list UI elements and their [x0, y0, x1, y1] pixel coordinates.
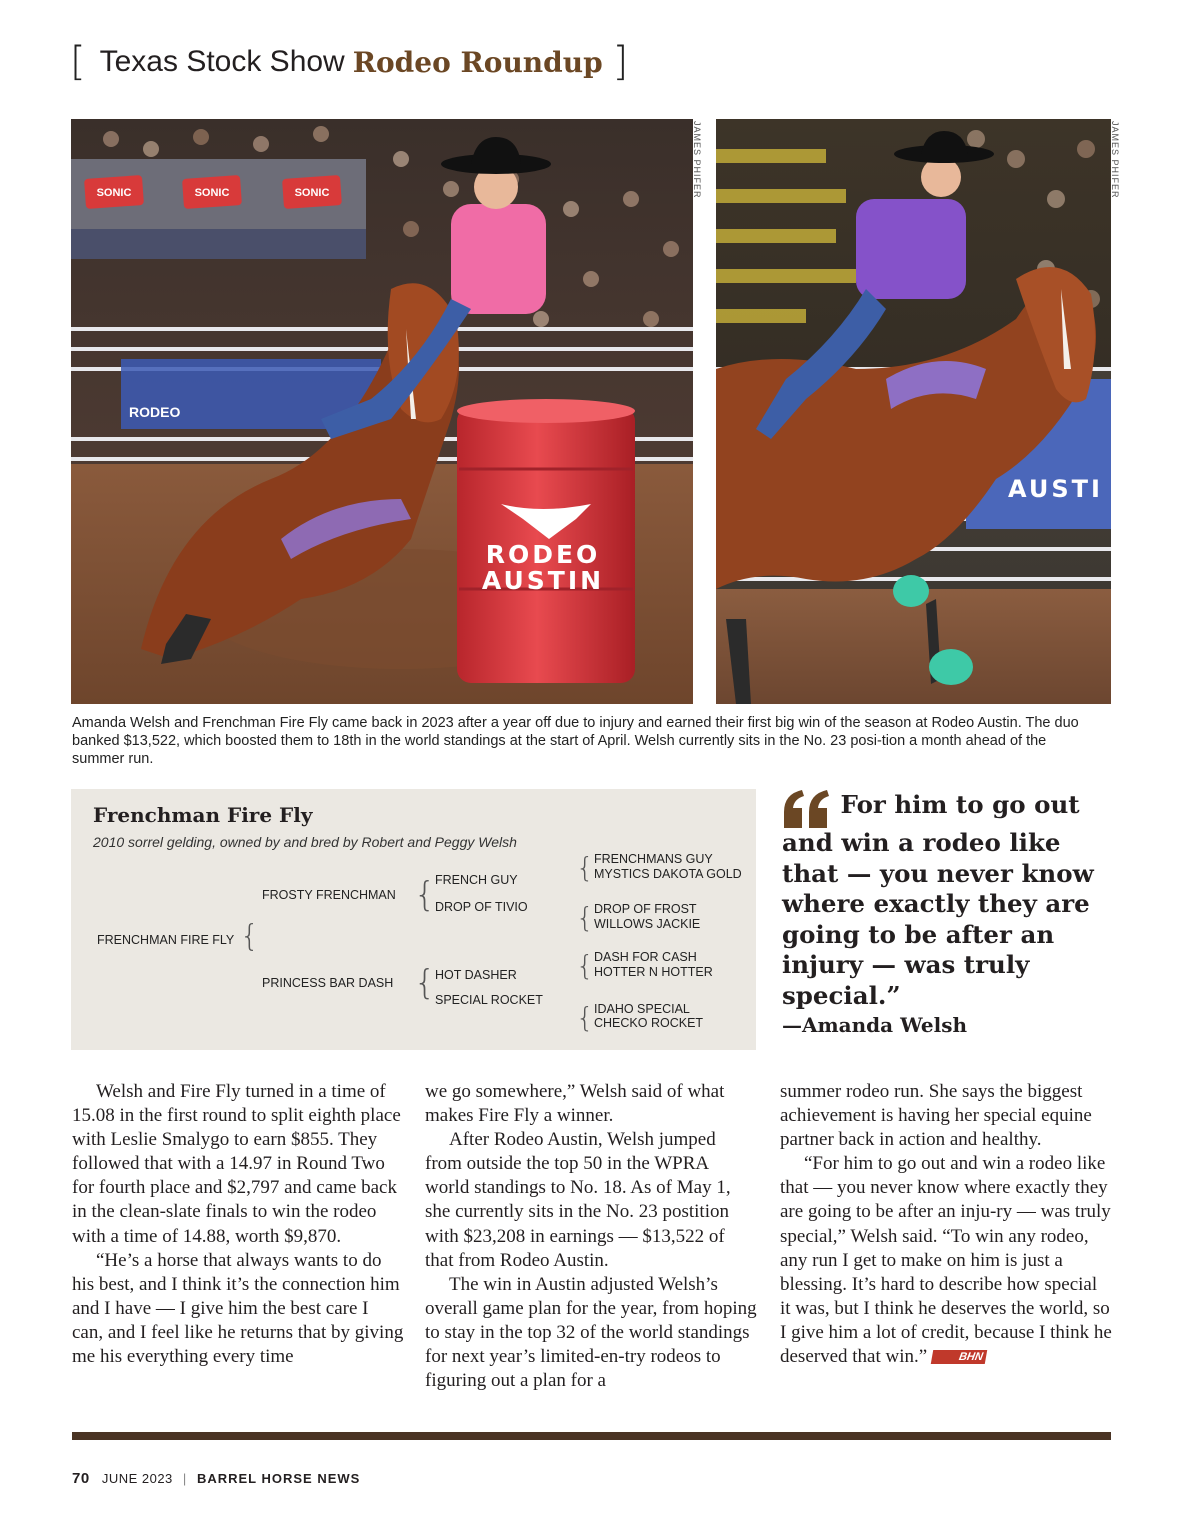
body-paragraph: “He’s a horse that always wants to do his best, and I think it’s the connection him and I have — I give him the best care I can, and I feel like he returns that by giving me his everything every time: [72, 1249, 404, 1368]
pedigree-g1: FRENCHMANS GUY: [594, 852, 713, 866]
body-paragraph: [780, 1152, 1112, 1369]
banner-rodeo-left: RODEO: [129, 404, 181, 420]
photo-left: [71, 119, 693, 704]
header-title-plain: Texas Stock Show: [99, 45, 345, 78]
pedigree-brace-g3: {: [576, 949, 594, 982]
sonic-sign-3: SONIC: [294, 187, 330, 199]
pedigree-brace-g1: {: [576, 851, 594, 884]
body-paragraph: summer rodeo run. She says the biggest achievement is having her special equine partner back in action and healthy.: [780, 1081, 1092, 1151]
pedigree-g2: MYSTICS DAKOTA GOLD: [594, 867, 742, 881]
banner-austin-right: AUSTI: [1008, 475, 1103, 503]
body-paragraph: The win in Austin adjusted Welsh’s overall game plan for the year, from hoping to stay in the top 32 of the world standings for next year’s limited-en-try rodeos to figuring out a plan for a: [425, 1273, 757, 1392]
pedigree-dam: PRINCESS BAR DASH: [262, 976, 394, 990]
pedigree-g7: IDAHO SPECIAL: [594, 1002, 690, 1016]
pull-quote-text: For him to go out and win a rodeo like that — you never know where exactly they are going to be after an injury — was truly special.”: [782, 790, 1094, 1010]
pedigree-brace-sire: {: [414, 875, 436, 915]
barrel-text-rodeo: RODEO: [485, 540, 601, 569]
page-footer: [72, 1470, 360, 1487]
issue-date: JUNE 2023: [101, 1471, 173, 1486]
pedigree-g6: HOTTER N HOTTER: [594, 965, 713, 979]
pedigree-box: [71, 789, 756, 1050]
pedigree-dam-dam: SPECIAL ROCKET: [435, 993, 543, 1007]
pedigree-brace-horse: {: [240, 919, 260, 954]
pull-quote-attribution: —Amanda Welsh: [782, 1013, 968, 1037]
pedigree-horse: FRENCHMAN FIRE FLY: [97, 933, 235, 947]
body-column-2: [425, 1080, 757, 1393]
pedigree-title: Frenchman Fire Fly: [93, 803, 313, 827]
bhn-end-mark: BHN: [931, 1350, 987, 1364]
pedigree-g8: CHECKO ROCKET: [594, 1016, 704, 1030]
section-header: [70, 40, 628, 84]
body-text: “For him to go out and win a rodeo like that — you never know where exactly they are going to be after an inju-ry — was truly special,” Welsh said. “To win any rodeo, any run I get to make on him is just a blessing. It’s hard to describe how special it was, but I think he deserves the world, so I give him a lot of credit, because I think he deserved that win.”: [780, 1153, 1112, 1368]
photo-credit-left: JAMES PHIFER: [692, 121, 702, 199]
pedigree-g4: WILLOWS JACKIE: [594, 917, 701, 931]
pedigree-dam-sire: HOT DASHER: [435, 968, 517, 982]
photo-right: [716, 119, 1111, 704]
body-paragraph: we go somewhere,” Welsh said of what makes Fire Fly a winner.: [425, 1081, 725, 1127]
body-column-1: [72, 1080, 404, 1369]
left-bracket: [: [70, 39, 86, 85]
footer-separator: |: [182, 1471, 187, 1486]
pedigree-subtitle: 2010 sorrel gelding, owned by and bred by Robert and Peggy Welsh: [93, 834, 517, 850]
pull-quote: [782, 790, 1112, 1011]
body-column-3: [780, 1080, 1112, 1369]
body-paragraph: Welsh and Fire Fly turned in a time of 15.08 in the first round to split eighth place with Leslie Smalygo to earn $855. They followed that with a 14.97 in Round Two for fourth place and $2,797 and came back in the clean-slate finals to win the rodeo with a time of 14.88, worth $9,870.: [72, 1081, 401, 1247]
barrel-text-austin: AUSTIN: [481, 566, 605, 595]
body-paragraph: After Rodeo Austin, Welsh jumped from outside the top 50 in the WPRA world standings to No. 18. As of May 1, she currently sits in the No. 23 postition with $23,208 in earnings — $13,522 of that from Rodeo Austin.: [425, 1129, 731, 1271]
pedigree-sire: FROSTY FRENCHMAN: [262, 888, 396, 902]
photo-caption: Amanda Welsh and Frenchman Fire Fly came back in 2023 after a year off due to injury and earned their first big win of the season at Rodeo Austin. The duo banked $13,522, which boosted them to 18th in the world standings at the start of April. Welsh currently sits in the No. 23 posi-tion a month ahead of the summer run.: [72, 715, 1079, 767]
quote-mark-icon: [782, 790, 832, 828]
pedigree-brace-g2: {: [576, 901, 594, 934]
pedigree-sire-dam: DROP OF TIVIO: [435, 900, 528, 914]
photo-credit-right: JAMES PHIFER: [1110, 121, 1120, 199]
publication-name: BARREL HORSE NEWS: [196, 1471, 361, 1486]
page-number: 70: [72, 1470, 90, 1487]
pedigree-brace-g4: {: [576, 1001, 594, 1034]
right-bracket: ]: [612, 39, 629, 85]
header-title-bold: Rodeo Roundup: [352, 45, 603, 79]
footer-rule: [72, 1432, 1111, 1440]
pedigree-g3: DROP OF FROST: [594, 902, 697, 916]
pedigree-g5: DASH FOR CASH: [594, 950, 697, 964]
sonic-sign-1: SONIC: [96, 187, 132, 199]
sonic-sign-2: SONIC: [194, 187, 230, 199]
pedigree-brace-dam: {: [414, 963, 436, 1003]
pedigree-sire-sire: FRENCH GUY: [435, 873, 518, 887]
